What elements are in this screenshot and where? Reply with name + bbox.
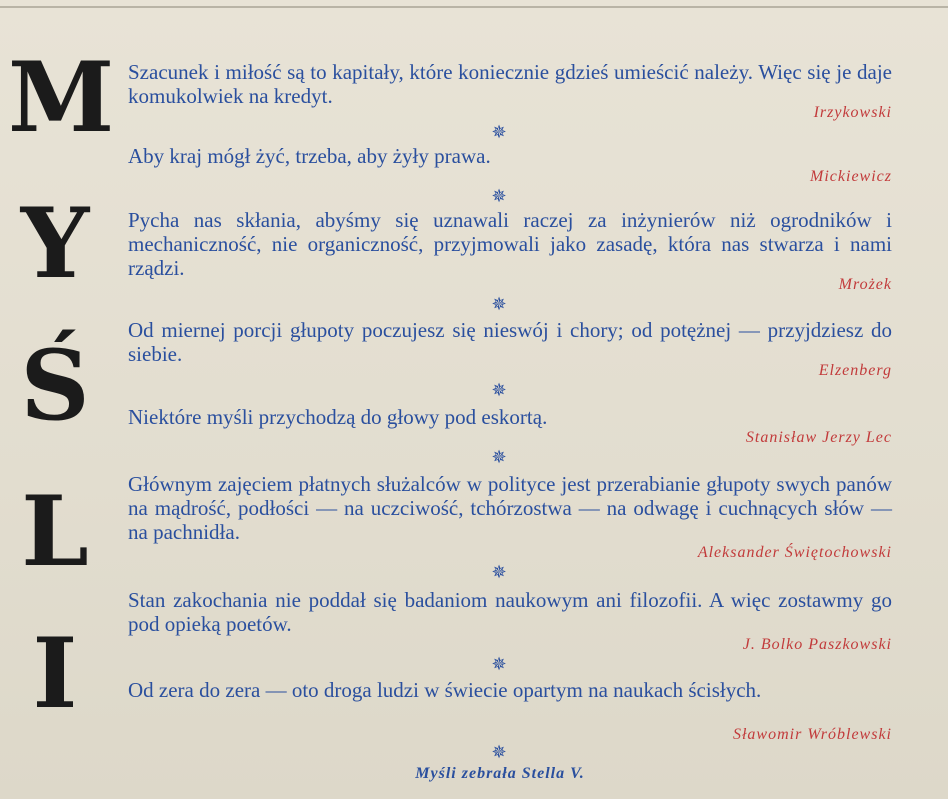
quote-text: Aby kraj mógł żyć, trzeba, aby żyły prawa. <box>128 144 491 168</box>
separator-star-icon: ✵ <box>491 122 507 143</box>
quote-author: Mrożek <box>838 276 892 293</box>
quote-author: Irzykowski <box>813 104 892 121</box>
quote-text: Głównym zajęciem płatnych służalców w polityce jest przerabianie głupoty swych panów na mądrość, podłości — na uczciwość, tchórzostwa — na odwagę i cuchnących słów — na pachnidła. <box>128 472 892 544</box>
quote-text: Od miernej porcji głupoty poczujesz się nieswój i chory; od potężnej — przyjdziesz do siebie. <box>128 318 892 366</box>
title-letter-i: I <box>32 617 74 730</box>
separator-star-icon: ✵ <box>491 186 507 207</box>
quote-text: Szacunek i miłość są to kapitały, które koniecznie gdzieś umieścić należy. Więc się je daje komukolwiek na kredyt. <box>128 60 892 108</box>
separator-star-icon: ✵ <box>491 742 507 763</box>
separator-star-icon: ✵ <box>491 294 507 315</box>
separator-star-icon: ✵ <box>491 447 507 468</box>
title-letter-m: M <box>8 41 111 154</box>
quote-author: Aleksander Świętochowski <box>697 544 892 561</box>
quote-author: Stanisław Jerzy Lec <box>745 429 892 446</box>
quote-text: Pycha nas skłania, abyśmy się uznawali raczej za inżynierów niż ogrodników i mechaniczność, nie organiczność, przyjmowali jako zasadę, która nas stwarza i nami rządzi. <box>128 208 892 280</box>
title-letter-l: L <box>21 475 85 588</box>
title-letter-y: Y <box>20 187 86 300</box>
separator-star-icon: ✵ <box>491 562 507 583</box>
quote-author: Mickiewicz <box>810 168 892 185</box>
quote-author: Elzenberg <box>818 362 892 379</box>
quote-author: Sławomir Wróblewski <box>732 726 892 743</box>
quote-author: J. Bolko Paszkowski <box>742 636 892 653</box>
top-rule <box>0 6 948 8</box>
title-letter-s-acute: Ś <box>20 329 86 442</box>
quote-text: Niektóre myśli przychodzą do głowy pod eskortą. <box>128 405 548 429</box>
collection-credit: Myśli zebrała Stella V. <box>415 765 585 782</box>
separator-star-icon: ✵ <box>491 380 507 401</box>
quote-text: Od zera do zera — oto droga ludzi w świecie opartym na naukach ścisłych. <box>128 678 762 702</box>
separator-star-icon: ✵ <box>491 654 507 675</box>
quote-text: Stan zakochania nie poddał się badaniom naukowym ani filozofii. A więc zostawmy go pod opieką poetów. <box>128 588 892 636</box>
